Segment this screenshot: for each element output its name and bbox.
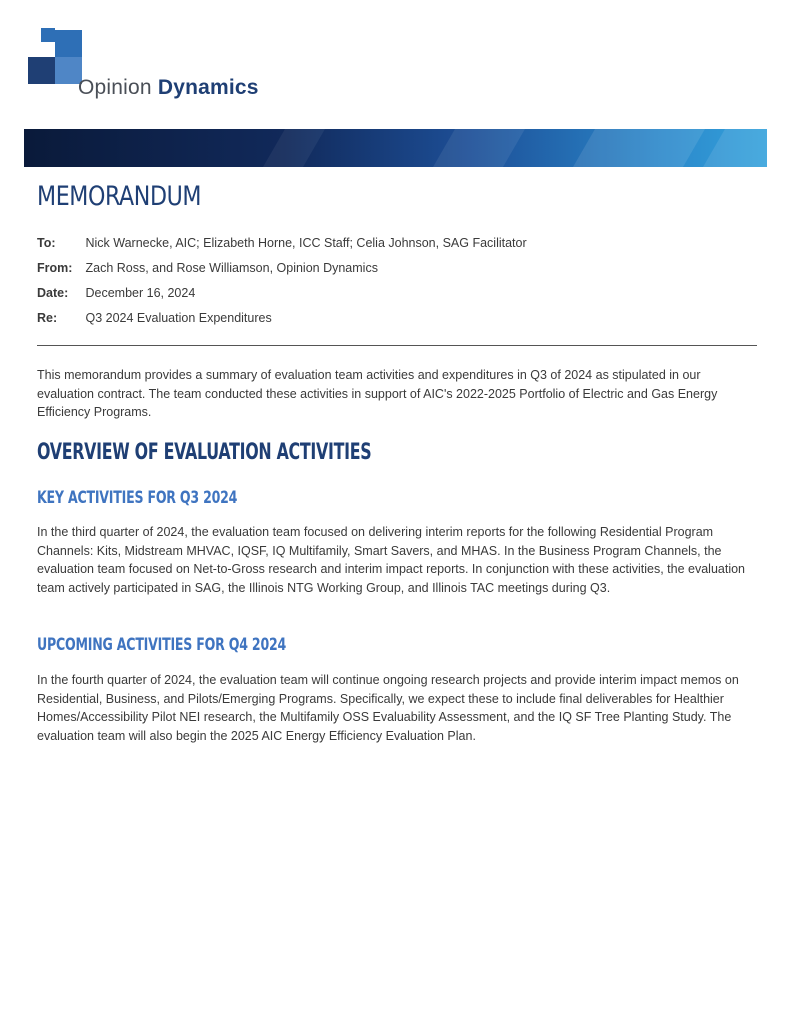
field-label-re: Re: <box>37 311 58 325</box>
company-logo <box>28 30 268 105</box>
logo-mark-icon <box>28 30 82 84</box>
header-divider <box>37 345 757 346</box>
field-label-to: To: <box>37 236 56 250</box>
logo-wordmark <box>78 76 259 100</box>
memo-title: MEMORANDUM <box>37 181 202 212</box>
field-label-from: From: <box>37 261 73 275</box>
upcoming-activities-body: In the fourth quarter of 2024, the evaluation team will continue ongoing research projects and provide interim impact memos on Residential, Business, and Pilots/Emerging Programs. Specifically, we expect these to include final deliverables for Healthier Homes/Accessibility Pilot NEI research, the Multifamily OSS Evaluability Assessment, and the IQ SF Tree Planting Study. The evaluation team will also begin the 2025 AIC Energy Efficiency Evaluation Plan. <box>37 673 739 743</box>
header-banner <box>24 129 767 167</box>
upcoming-activities-heading: UPCOMING ACTIVITIES FOR Q4 2024 <box>37 635 287 655</box>
key-activities-heading: KEY ACTIVITIES FOR Q3 2024 <box>37 488 238 508</box>
memo-field-re <box>37 311 272 325</box>
overview-heading: OVERVIEW OF EVALUATION ACTIVITIES <box>37 440 372 465</box>
field-label-date: Date: <box>37 286 69 300</box>
field-value-to: Nick Warnecke, AIC; Elizabeth Horne, ICC Staff; Celia Johnson, SAG Facilitator <box>85 236 527 250</box>
memo-field-from <box>37 261 378 275</box>
memo-field-to <box>37 236 527 250</box>
field-value-re: Q3 2024 Evaluation Expenditures <box>85 311 272 325</box>
logo-word-opinion: Opinion <box>78 76 152 99</box>
field-value-date: December 16, 2024 <box>85 286 196 300</box>
key-activities-body: In the third quarter of 2024, the evaluation team focused on delivering interim reports for the following Residential Program Channels: Kits, Midstream MHVAC, IQSF, IQ Multifamily, Smart Savers, and MHAS. In the Business Program Channels, the evaluation team focused on Net-to-Gross research and interim impact reports. In conjunction with these activities, the evaluation team actively participated in SAG, the Illinois NTG Working Group, and Illinois TAC meetings during Q3. <box>37 525 745 595</box>
logo-word-dynamics: Dynamics <box>157 76 259 99</box>
field-value-from: Zach Ross, and Rose Williamson, Opinion Dynamics <box>85 261 378 275</box>
memo-intro: This memorandum provides a summary of evaluation team activities and expenditures in Q3 of 2024 as stipulated in our evaluation contract. The team conducted these activities in support of AIC's 2022-2025 Portfolio of Electric and Gas Energy Efficiency Programs. <box>37 368 718 419</box>
memo-field-date <box>37 286 195 300</box>
